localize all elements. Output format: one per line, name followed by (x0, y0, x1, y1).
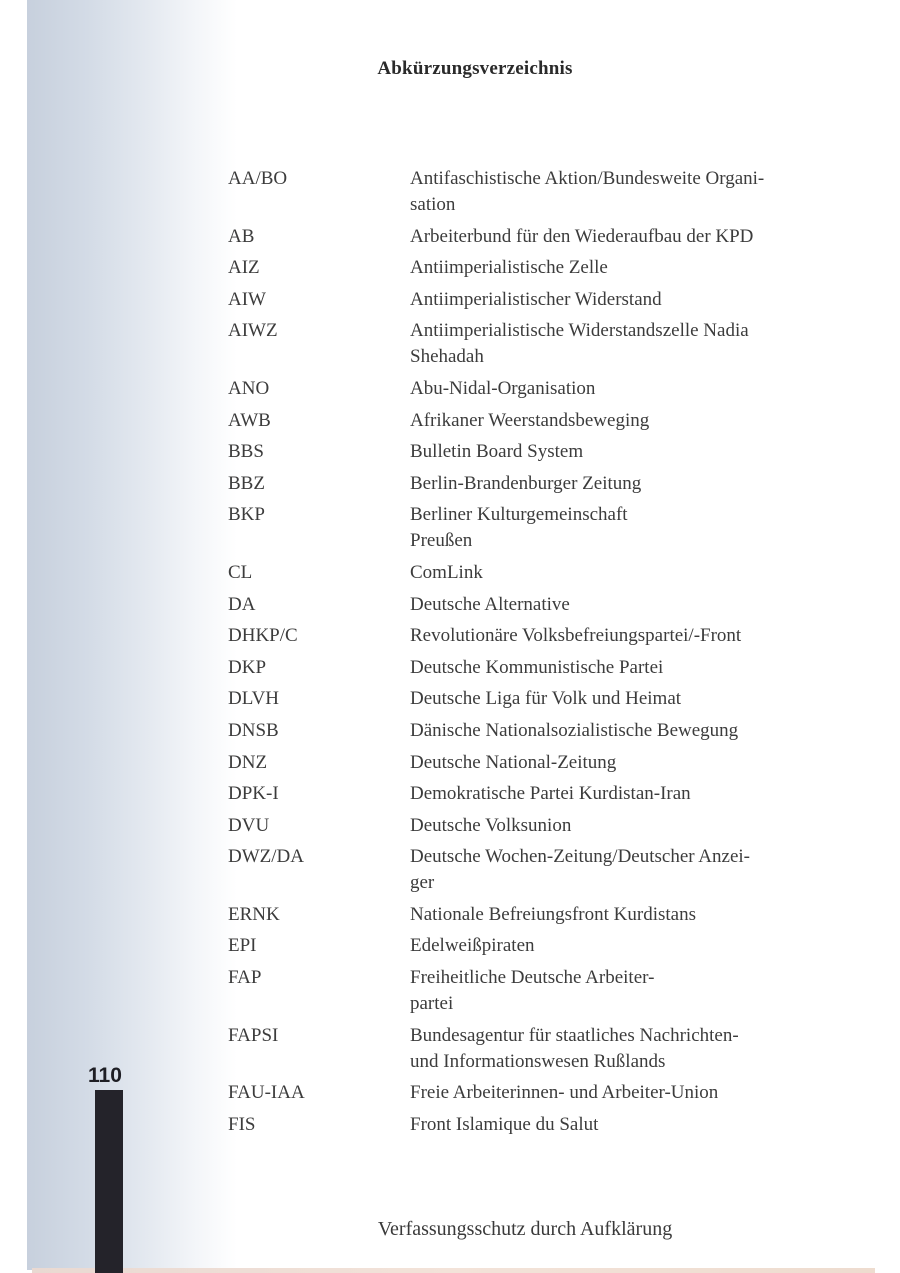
definition-line: Nationale Befreiungsfront Kurdistans (410, 903, 696, 925)
definition-line: Abu-Nidal-Organisation (410, 377, 596, 399)
abbreviation: DWZ/DA (228, 846, 304, 868)
abbreviation: BKP (228, 504, 265, 526)
list-item (228, 623, 828, 649)
definition (410, 471, 810, 497)
definition-line: Antiimperialistische Widerstandszelle Nadia (410, 320, 749, 342)
abbreviation: DNSB (228, 719, 279, 741)
thumb-index-bar (95, 1090, 123, 1273)
list-item (228, 750, 828, 776)
scan-margin (0, 0, 27, 1273)
list-item (228, 655, 828, 681)
definition (410, 318, 810, 370)
definition-line: Deutsche Kommunistische Partei (410, 656, 664, 678)
abbreviation: DPK-I (228, 783, 279, 805)
definition (410, 1080, 810, 1106)
definition-line: Deutsche Alternative (410, 593, 570, 615)
abbreviation: BBS (228, 441, 264, 463)
definition (410, 781, 810, 807)
abbreviation: CL (228, 561, 253, 583)
definition-line: und Informationswesen Rußlands (410, 1050, 666, 1072)
abbreviation: FAPSI (228, 1024, 279, 1046)
definition-line: Demokratische Partei Kurdistan-Iran (410, 783, 691, 805)
definition-line: Antifaschistische Aktion/Bundesweite Organi- (410, 168, 765, 189)
page-bottom-edge (32, 1268, 875, 1273)
list-item (228, 1080, 828, 1106)
abbreviation: DKP (228, 656, 267, 678)
abbreviation: FAP (228, 967, 262, 989)
definition (410, 718, 810, 744)
definition-line: Edelweißpiraten (410, 935, 535, 957)
definition (410, 623, 810, 649)
definition-line: Arbeiterbund für den Wiederaufbau der KPD (410, 225, 754, 247)
definition (410, 255, 810, 281)
definition (410, 1112, 810, 1138)
definition-line: Deutsche National-Zeitung (410, 751, 617, 773)
definition (410, 166, 810, 218)
list-item (228, 560, 828, 586)
definition (410, 560, 810, 586)
list-item (228, 255, 828, 281)
definition-line: Berliner Kulturgemeinschaft (410, 504, 628, 526)
definition-line: partei (410, 993, 454, 1015)
definition-line: Revolutionäre Volksbefreiungspartei/-Front (410, 625, 742, 647)
list-item (228, 224, 828, 250)
definition-line: Afrikaner Weerstandsbeweging (410, 409, 650, 431)
definition-line: Bundesagentur für staatliches Nachrichten- (410, 1024, 739, 1046)
definition (410, 439, 810, 465)
definition (410, 902, 810, 928)
definition-line: Berlin-Brandenburger Zeitung (410, 472, 642, 494)
definition-line: Antiimperialistische Zelle (410, 257, 608, 279)
definition (410, 655, 810, 681)
list-item (228, 902, 828, 928)
list-item (228, 592, 828, 618)
list-item (228, 502, 828, 554)
abbreviation: BBZ (228, 472, 265, 494)
list-item (228, 408, 828, 434)
definition (410, 813, 810, 839)
list-item (228, 686, 828, 712)
definition-line: sation (410, 194, 456, 215)
definition (410, 224, 810, 250)
definition (410, 408, 810, 434)
abbreviation: AA/BO (228, 168, 288, 189)
definition-line: Preußen (410, 530, 473, 552)
abbreviation: AIZ (228, 257, 260, 279)
abbreviation: DA (228, 593, 256, 615)
abbreviation: ANO (228, 377, 270, 399)
abbreviation: FAU-IAA (228, 1082, 305, 1104)
definition (410, 1023, 810, 1075)
abbreviation: EPI (228, 935, 257, 957)
list-item (228, 813, 828, 839)
abbreviation: DNZ (228, 751, 268, 773)
definition-line: Deutsche Wochen-Zeitung/Deutscher Anzei- (410, 846, 750, 868)
definition (410, 844, 810, 896)
list-item (228, 781, 828, 807)
definition (410, 686, 810, 712)
list-item (228, 1112, 828, 1138)
definition (410, 502, 810, 554)
list-item (228, 965, 828, 1017)
abbreviation-list (228, 166, 828, 1143)
list-item (228, 718, 828, 744)
abbreviation: DLVH (228, 688, 280, 710)
list-item (228, 166, 828, 218)
definition-line: ComLink (410, 561, 483, 583)
page-footer: Verfassungsschutz durch Aufklärung (377, 1218, 673, 1240)
abbreviation: FIS (228, 1113, 256, 1135)
definition-line: Deutsche Liga für Volk und Heimat (410, 688, 682, 710)
definition-line: Dänische Nationalsozialistische Bewegung (410, 719, 739, 741)
abbreviation: AB (228, 225, 255, 247)
abbreviation: AIWZ (228, 320, 278, 342)
definition-line: Freie Arbeiterinnen- und Arbeiter-Union (410, 1082, 719, 1104)
page-number: 110 (88, 1064, 122, 1087)
definition (410, 376, 810, 402)
list-item (228, 933, 828, 959)
definition-line: Freiheitliche Deutsche Arbeiter- (410, 967, 655, 989)
list-item (228, 318, 828, 370)
abbreviation: DVU (228, 814, 270, 836)
definition-line: Bulletin Board System (410, 441, 584, 463)
definition (410, 750, 810, 776)
list-item (228, 376, 828, 402)
list-item (228, 844, 828, 896)
list-item (228, 287, 828, 313)
page-title: Abkürzungsverzeichnis (377, 58, 573, 79)
definition-line: ger (410, 872, 435, 894)
abbreviation: DHKP/C (228, 625, 298, 647)
definition-line: Shehadah (410, 346, 484, 368)
definition (410, 287, 810, 313)
definition (410, 965, 810, 1017)
abbreviation: AIW (228, 288, 266, 310)
abbreviation: AWB (228, 409, 271, 431)
definition-line: Front Islamique du Salut (410, 1113, 599, 1135)
definition-line: Antiimperialistischer Widerstand (410, 288, 662, 310)
list-item (228, 439, 828, 465)
abbreviation: ERNK (228, 903, 280, 925)
list-item (228, 471, 828, 497)
list-item (228, 1023, 828, 1075)
definition (410, 933, 810, 959)
definition (410, 592, 810, 618)
definition-line: Deutsche Volksunion (410, 814, 572, 836)
